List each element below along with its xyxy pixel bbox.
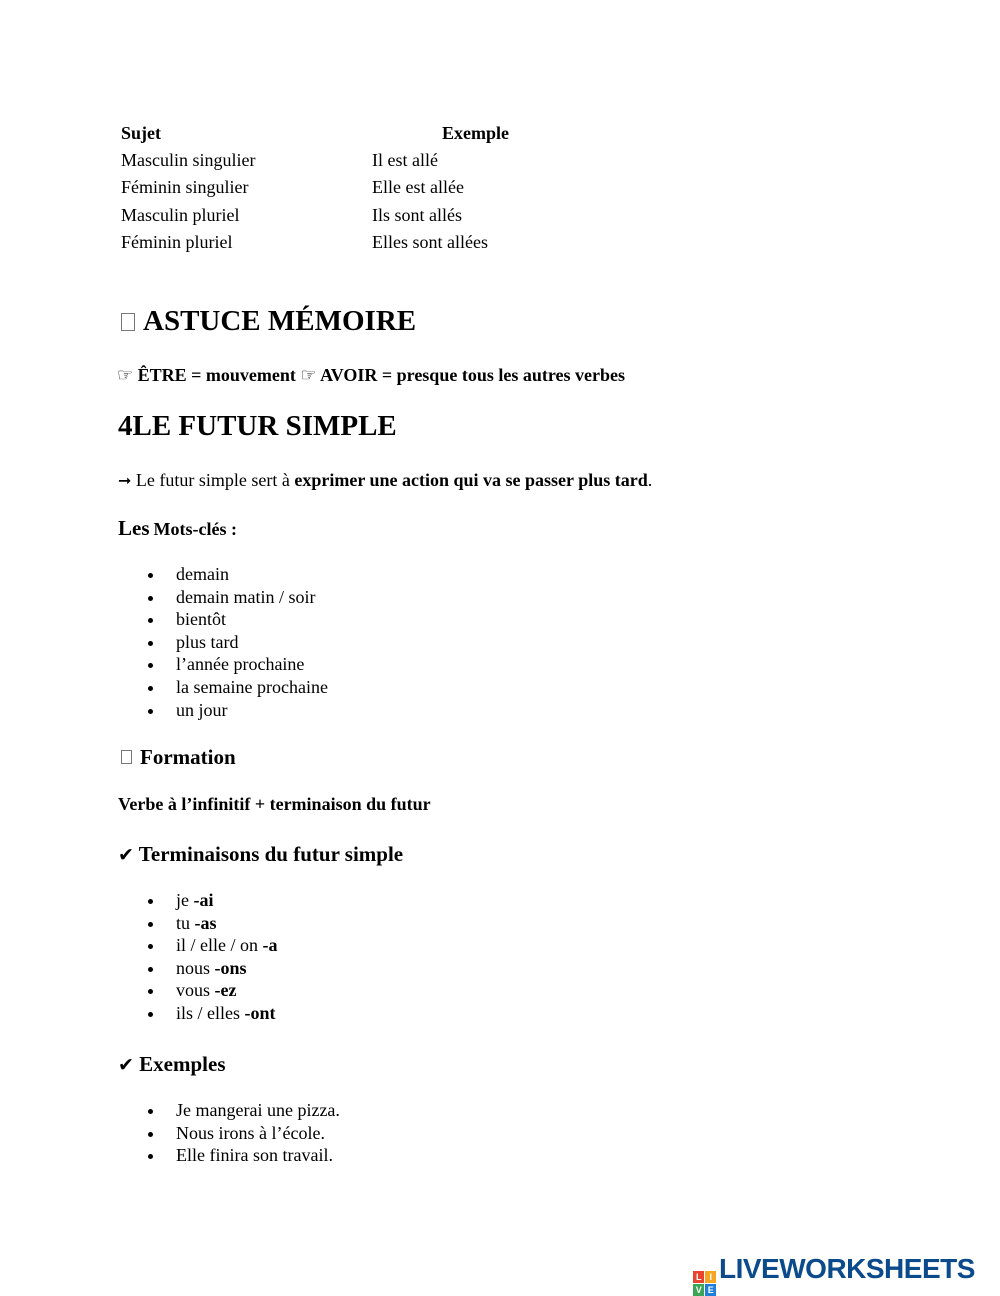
exemples-list [118, 1099, 340, 1167]
list-item: nous -ons [118, 957, 277, 980]
list-item: tu -as [118, 912, 277, 935]
list-item: un jour [118, 699, 328, 722]
table-header-exemple: Exemple [442, 123, 509, 143]
list-item: vous -ez [118, 979, 277, 1002]
table-cell-example: Elles sont allées [372, 232, 488, 252]
checkmark-icon: ✔ [118, 1054, 134, 1076]
pointing-hand-icon: ☞ [117, 365, 134, 385]
logo-text: LIVEWORKSHEETS [719, 1253, 975, 1284]
arrow-right-icon: ➞ [118, 471, 132, 490]
list-item: il / elle / on -a [118, 934, 277, 957]
table-cell-example: Il est allé [372, 150, 438, 170]
checkmark-icon: ✔ [118, 844, 134, 866]
terminaisons-heading: ✔ Terminaisons du futur simple [118, 842, 404, 866]
pointing-hand-icon: ☞ [300, 365, 317, 385]
list-item: plus tard [118, 631, 328, 654]
formation-rule: Verbe à l’infinitif + terminaison du futur [118, 794, 431, 814]
table-cell-example: Ils sont allés [372, 205, 462, 225]
list-item: demain matin / soir [118, 586, 328, 609]
list-item: l’année prochaine [118, 653, 328, 676]
list-item: ils / elles -ont [118, 1002, 277, 1025]
keywords-list [118, 563, 328, 721]
formation-heading: Formation [121, 744, 236, 770]
list-item: Elle finira son travail. [118, 1144, 340, 1167]
table-cell-subject: Féminin singulier [121, 177, 249, 197]
exemples-heading: ✔ Exemples [118, 1052, 226, 1076]
missing-glyph-icon [121, 313, 135, 331]
astuce-heading: ASTUCE MÉMOIRE [121, 304, 416, 338]
table-cell-subject: Masculin pluriel [121, 205, 240, 225]
list-item: Je mangerai une pizza. [118, 1099, 340, 1122]
list-item: je -ai [118, 889, 277, 912]
table-cell-subject: Féminin pluriel [121, 232, 233, 252]
table-cell-subject: Masculin singulier [121, 150, 256, 170]
list-item: bientôt [118, 608, 328, 631]
terminaisons-list [118, 889, 277, 1025]
liveworksheets-mark-icon: L I V E [693, 1271, 716, 1296]
list-item: demain [118, 563, 328, 586]
astuce-line: ☞ ÊTRE = mouvement ☞ AVOIR = presque tous les autres verbes [117, 365, 625, 385]
futur-intro: ➞ Le futur simple sert à exprimer une action qui va se passer plus tard. [118, 470, 653, 490]
list-item: Nous irons à l’école. [118, 1122, 340, 1145]
table-header-sujet: Sujet [121, 123, 161, 143]
list-item: la semaine prochaine [118, 676, 328, 699]
motscles-heading: Les Mots-clés : [118, 516, 237, 540]
futur-heading: 4LE FUTUR SIMPLE [118, 410, 397, 442]
liveworksheets-logo[interactable] [693, 1253, 975, 1295]
missing-glyph-icon [121, 750, 132, 764]
table-cell-example: Elle est allée [372, 177, 464, 197]
